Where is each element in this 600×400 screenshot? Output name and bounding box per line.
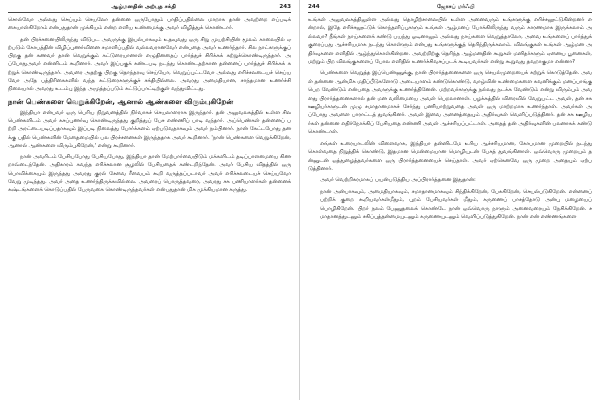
right-page-number: 244 [308,4,320,10]
left-header-title: ஆழ்மனதின் அற்புத சக்தி [111,4,176,10]
left-paragraph-4: நான் அவரிடம் பேசியபோது பேசியபோது, இந்தியா தான் மேற்பார்வையிடும் மக்களிடம் தடிப்பாளமையை கிணறாவ்டைந்தேன். அதிகாரம் கவந்த எரிச்சலான சூழலில் பேசியதைக் கண்டறிந்தேன். அவர் பேசிய விதத்தில் ஒரு பொவிக்கையும் இருந்தது அவரது குரல் சேவை ரீவைபம் கூறி வருத்தப்படாவர் அவர் எரிச்சலடையச் செய்யவோ வேறு முடிந்தது. அவர் அதை உணர்ந்திருக்கவில்லை. அவரைப் பொருத்தவரை, அவரது சக பணியாளர்கள் தன்னைக் கஷ்டங்களைக் கொடுப்பதில் பேருவகை கொண்டிருந்தவர்கள் என்பதுதான் மிக முக்கியமான கருத்து. [8,154,291,194]
right-page [300,0,600,400]
section-heading: நான் பெண்களை வெறுக்கிறேன், ஆனால் ஆண்களை விரும்புகிறேன் [8,96,234,106]
left-paragraph-3: இந்தியா என்பவர் ஒரு பெரிய நிறுவனத்தில் நிர்வாகச் செயலாளராக இருந்தார். தன் அலுவலகத்தில் உள்ள சில பெண்களிடம் அவர் கசப்புணர்வு கொண்டிருந்தது குறித்துப் பேச எண்ணிப் பாடி வந்தார். அப்பெண்கள் தன்னைப் பற்றி அரட்டையடிப்பதாகவும் இப்படி நிலைத்து போர்க்களம் ஏற்படுவதாகவும் அவர் நம்பினார். நான் கேட்டபோது தனக்கு பதில் பெண்களின் மேதைமையில் பல பிரச்சனைகள் இருந்ததாக அவர் கூறினார். 'நான் பெண்களை வெறுக்கிறேன், ஆனால் ஆண்களை விரும்புகிறேன்,' என்று கூறினார். [8,109,291,149]
right-page-header [308,4,592,13]
right-header-title: ஜோசப் மர்ஃபி [437,4,475,10]
left-page-number: 243 [279,4,291,10]
left-paragraph-1: சொல்வோ அல்லது செய்யும் செயலோ தன்னை ஒருபோதும் பாதிப்பதில்லை மாறாக தான் அவற்றை எப்படிக் கையாள்கிறோம் என்பதுதான் முக்கியம் என்ற எளிய உண்மைக்கு அவர் விழித்துக் கொண்டார். [8,17,291,32]
right-paragraph-1: உங்கள் அலுவலகத்திலுள்ள அல்லது தொழிற்சாலையில் உள்ள அனைவரும் உங்களுக்கு எரிச்சலூட்டுகின்றனர் என்றால், இதே எரிச்சலூட்டுக் கொந்தளிப்புகளும் உங்கள் ஆழ்மனப் போக்கிலிருந்து வரும் காரணமாக இருக்கலாம் அல்லவா? நீங்கள் நாய்களைக் கண்டு பயந்து ஓடினாலும் அல்லது நாய்களை வெறுத்தாலோ, அவை உங்களைப் பார்த்துக் குரைப்பது ஆச்சரியமாக நடந்து கொள்ளும் என்பது உங்களுக்குத் தெரிந்திருக்கலாம். விலங்குகள் உங்கள் ஆழ்மன அதிர்வுகளை எளிதில் ஆழ்ந்துகொள்கின்றன. அவற்றிற்கு தெரிந்த ஆழ்மனதின் கூறுகள் மனிதர்களும் ஏனைய பூனைகள், மற்றும் பிற விலங்குகளைப் போல எளிதில் உணர்ச்சிவசப்படக் கூடியவர்கள் என்று கூறுவது தவறாகுமா என்னா? [308,17,592,66]
left-paragraph-2: தன் பிரச்சனையிலிருந்து விடுபட அவருக்கு இயல்பாகவும் உதவுவது ஒரு சிறு முயற்சியின் மூலம் காலையில் ஏற்படும் கோபத்தின் விழிப்புணர்வினை சமாளிப்பதில் வல்லவரானவேர் என்பதை அவர் உணர்ந்தார். சில நாட்களுக்குப் பிறகு தன் கணவர் தான் வெறுக்கும் கட்டுரையானாள் எழுதினதைப் பார்த்துச் சிரிக்கக் கற்றுக்கொண்டிருந்தார். அப்போதுஅவர் என்னிடம் கூறினார். அவர் இப்பகுக் கண்டபடி நடந்து கொண்டதற்கான தன்னைப் பார்த்துச் சிரிக்கக் கற்றுக் கொண்டிருந்தார். அவரை அதற்கு பிறகு தொந்தரவு செய்யோ, வெறுப்புட்டவோ அல்லது எரிச்சலடையச் செய்யவோ அதே பத்திரிகைகளில் வந்த கட்டுரைகளுக்குச் சக்தியில்லை. அவரது அமைதியான, சாந்தமான உணர்ச்சி நிலையால் அவரது உடம்பு இந்த அமுத்தப்படும் கட்டுப்பாட்டிற்குள் வந்துவிட்டது. [8,36,291,93]
right-paragraph-3: எங்கள் உரையாடலின் விளைவாக, இந்தியா தன்னிடமே உரிய ஆச்சரியமான, கோபமான முறையில் நடந்து கொள்வதை நிறுத்திக் கொண்டு, இதமான மென்மையான மொழியுடன் பேசத் துவங்கினாள். ஒவ்வொரு முறையும் தன்னுடன் ஒத்துழைத்தவர்களை ஒரு பிரார்த்தனையைச் செய்தாள். அவர் ஏற்கெனவே ஒரு முறை அதையும் ஏற்படுத்தினார். [308,140,592,172]
left-page-header [8,4,291,13]
right-paragraph-2: பெண்களை வெறுத்த இப்பெண்ணுக்கு, நான் பிரார்த்தனைகளை ஒரு செயல்முறையைக் கற்றுக் கொடுத்தேன். அவள் தன்னை ஆன்மிக மதிப்பீடுகளோடு அடையாளம் கண்டுகொண்டு, வாழ்வின் உண்மைகளை கவனிக்கும் மனப்பாங்கு பெற வேண்டும் என்பதை அவளுக்கு உணர்த்தினேன். மற்றவர்களுக்கு நல்லது நடக்க வேண்டும் என்று விரும்பும் அவளது பிரார்த்தனைகளால் தன் மன வலிமையை அவள் பெறலானாள். பழக்கத்தில் விரைவில் வேறுபட்ட அவள், தன் சக ஊழியர்களுடன் முழு சமாதானமாகச் சேர்ந்து பணியாற்றுவதை அவள் ஒரு மாற்றமாக உணர்ந்தாள். அவர்கள் அப்போது அவளை பாராட்டத் துவங்கினர். அவள் இவை அனைத்தையும் அதிர்வுகள் வெளிப்படுத்தினர். தன் சக ஊழியர்கள் தன்னை எதிர்நோக்கிப் பேசியதை எண்ணி அவள் ஆச்சரியப்பட்டாள். அதைத் தன் அதிர்வுகளின் பலனாகக் கண்டு கொண்டாள். [308,70,592,136]
right-paragraph-4: அவர் வெற்றிகரமாகப் பயன்படுத்திய அப்பிரார்த்தனை இதுதான்: [320,177,476,184]
prayer-quote: நான் அன்பாகவும், அமைதியாகவும், சமாதானமாகவும் சிந்திக்கிறேன், பேசுகிறேன், செயல்படுகிறேன். என்னைப் பற்றிக் குறை கூறியவர்கள்மீதும், புறம் பேசியவர்கள் மீதும், கருணைப் பாசத்தோடு அன்பு மழையைப் பொழிகிறேன். பிறர் நலம் பேணுதலைக் கொண்டே நான் ஒவ்வொரு நாளும் அனைவரையும் நேசிக்கிறேன். சமாதானத்துடனும் சகிப்புத்தன்மையுடனும் கருணையுடனும் வெளிப்படுத்துகிறேன். நான் என் எண்ணங்களை [320,188,592,220]
